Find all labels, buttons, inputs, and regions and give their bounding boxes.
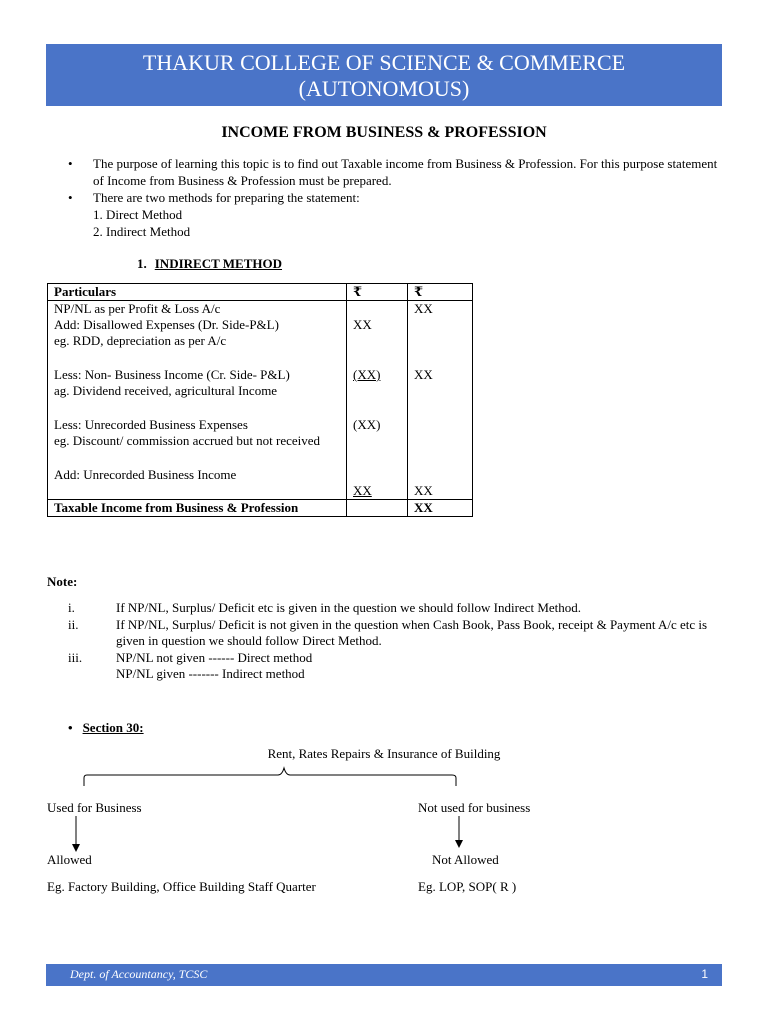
college-header-banner xyxy=(46,44,722,106)
row-disallowed-example: eg. RDD, depreciation as per A/c xyxy=(54,333,227,348)
result-not-allowed: Not Allowed xyxy=(432,852,499,867)
row-unrecorded-expenses: Less: Unrecorded Business Expenses xyxy=(54,417,248,432)
section-30-topic: Rent, Rates Repairs & Insurance of Building xyxy=(267,746,501,761)
header-particulars: Particulars xyxy=(48,284,347,301)
page-footer xyxy=(46,964,722,986)
example-not-allowed: Eg. LOP, SOP( R ) xyxy=(418,879,517,894)
college-name: THAKUR COLLEGE OF SCIENCE & COMMERCE xyxy=(142,50,626,75)
note-text: If NP/NL, Surplus/ Deficit etc is given in the question we should follow Indirect Method. xyxy=(116,600,582,615)
header-amount-2: ₹ xyxy=(408,284,473,301)
row-non-business-example: ag. Dividend received, agricultural Income xyxy=(54,383,278,398)
total-empty-cell xyxy=(347,500,408,517)
note-item xyxy=(68,600,728,617)
method-direct: 1. Direct Method xyxy=(93,207,183,222)
note-text: NP/NL not given ------ Direct method xyxy=(116,649,313,665)
amount-col-1 xyxy=(347,301,408,500)
method-indirect: 2. Indirect Method xyxy=(93,224,191,239)
particulars-cell xyxy=(48,301,347,500)
bullet-icon: • xyxy=(68,720,73,735)
value-disallowed: XX xyxy=(353,317,372,332)
note-list xyxy=(68,600,728,683)
row-unrecorded-expenses-example: eg. Discount/ commission accrued but not received xyxy=(54,433,321,448)
note-text: If NP/NL, Surplus/ Deficit is not given in the question when Cash Book, Pass Book, receipt & Payment A/c etc is given in question we should follow Direct Method. xyxy=(116,616,708,648)
college-status: (AUTONOMOUS) xyxy=(298,76,470,101)
value-np-nl: XX xyxy=(414,301,433,316)
brace-icon xyxy=(84,768,456,786)
intro-bullet-methods: • There are two methods for preparing the statement: xyxy=(68,189,728,206)
branch-not-used-for-business: Not used for business xyxy=(418,800,531,815)
value-unrecorded-income: XX xyxy=(353,483,372,498)
row-np-nl: NP/NL as per Profit & Loss A/c xyxy=(54,301,221,316)
section-30-label: Section 30: xyxy=(82,720,144,735)
note-number: iii. xyxy=(68,649,83,665)
indirect-method-table xyxy=(47,283,473,517)
page-number: 1 xyxy=(701,967,708,981)
total-label: Taxable Income from Business & Profession xyxy=(48,500,347,517)
value-after-add: XX xyxy=(414,483,433,498)
table-body-row xyxy=(48,301,473,500)
total-value: XX xyxy=(408,500,473,517)
arrow-head-icon xyxy=(72,844,80,852)
example-allowed: Eg. Factory Building, Office Building Staff Quarter xyxy=(47,879,316,894)
note-item xyxy=(68,650,728,683)
indirect-method-title: INDIRECT METHOD xyxy=(154,256,283,271)
row-unrecorded-income: Add: Unrecorded Business Income xyxy=(54,467,237,482)
result-allowed: Allowed xyxy=(47,852,92,867)
note-number: i. xyxy=(68,600,75,615)
table-header-row xyxy=(48,284,473,301)
section-30-heading xyxy=(68,720,144,736)
note-heading: Note: xyxy=(47,574,78,589)
note-number: ii. xyxy=(68,616,79,632)
header-amount-1: ₹ xyxy=(347,284,408,301)
branch-used-for-business: Used for Business xyxy=(47,800,142,815)
indirect-method-number: 1. xyxy=(137,256,147,271)
page-title: INCOME FROM BUSINESS & PROFESSION xyxy=(221,124,547,141)
row-non-business-income: Less: Non- Business Income (Cr. Side- P&L) xyxy=(54,367,290,382)
table-total-row xyxy=(48,500,473,517)
intro-bullet-purpose: • The purpose of learning this topic is to find out Taxable income from Business & Profession. For this purpose statement of Income from Business & Profession must be prepared. xyxy=(68,155,728,189)
arrow-head-icon xyxy=(455,840,463,848)
note-text: NP/NL given ------- Indirect method xyxy=(116,666,305,681)
indirect-method-heading xyxy=(137,256,282,272)
footer-department: Dept. of Accountancy, TCSC xyxy=(70,967,208,981)
value-unrecorded-expenses: (XX) xyxy=(353,417,381,432)
row-disallowed-expenses: Add: Disallowed Expenses (Dr. Side-P&L) xyxy=(54,317,279,332)
note-item xyxy=(68,617,728,650)
value-non-business: (XX) xyxy=(353,367,381,382)
amount-col-2 xyxy=(408,301,473,500)
intro-list xyxy=(68,155,728,240)
value-after-less: XX xyxy=(414,367,433,382)
